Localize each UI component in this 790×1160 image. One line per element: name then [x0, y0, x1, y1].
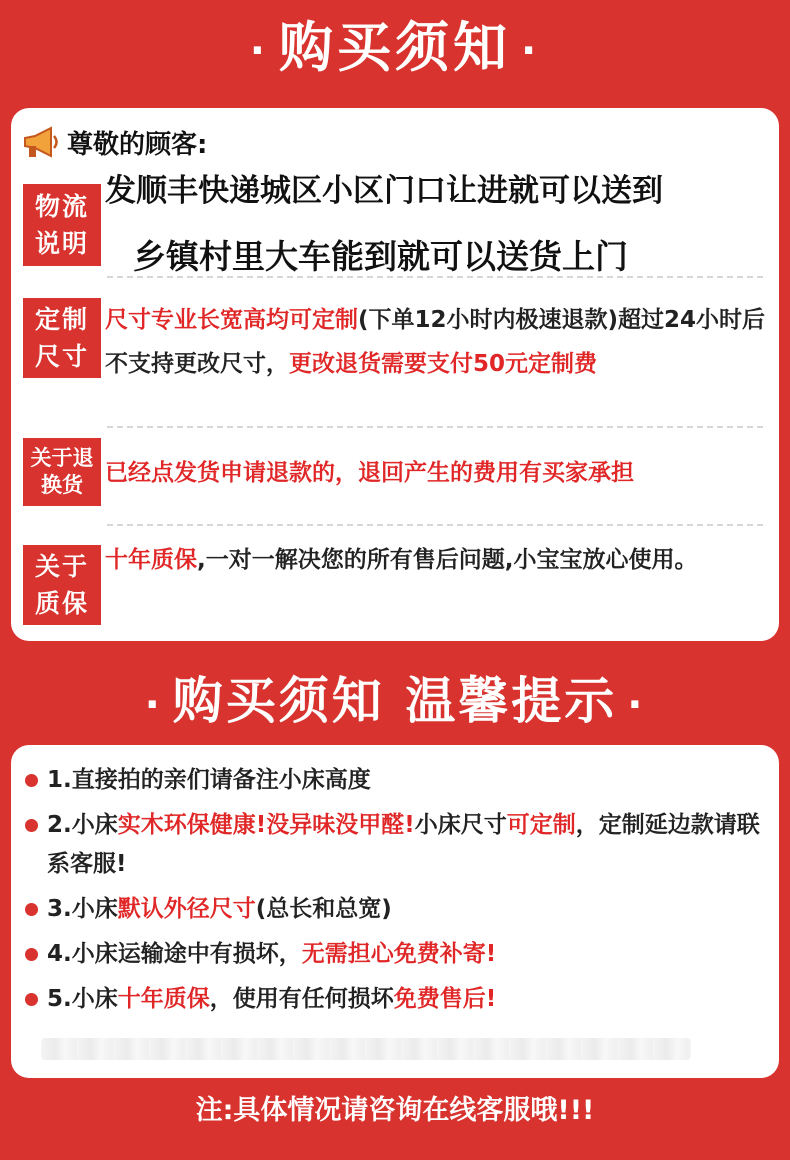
greeting-text: 尊敬的顾客: — [67, 130, 208, 160]
top-title-text: 购买须知 — [279, 16, 511, 79]
greeting — [21, 124, 207, 161]
title-dot-left: · — [249, 28, 269, 75]
tip-highlight: 十年质保 — [117, 986, 210, 1012]
bullet-dot-icon — [25, 948, 38, 961]
tip-text: ，使用有任何损坏 — [209, 986, 394, 1012]
returns-highlight: 已经点发货申请退款的，退回产生的费用有买家承担 — [105, 460, 634, 486]
custom-size-highlight: 尺寸专业长宽高均可定制 — [105, 307, 358, 333]
returns-tag: 关于退换货 — [23, 438, 101, 506]
bullet-dot-icon — [25, 819, 38, 832]
bullet-dot-icon — [25, 993, 38, 1006]
divider — [107, 426, 763, 428]
blurred-text — [41, 1038, 691, 1060]
tip-item — [23, 980, 768, 1019]
footer-note: 注:具体情况请咨询在线客服哦!!! — [195, 1095, 595, 1126]
logistics-line-2: 乡镇村里大车能到就可以送货上门 — [133, 237, 628, 276]
divider — [107, 524, 763, 526]
title-dot-left: · — [144, 681, 163, 728]
custom-size-text — [105, 298, 773, 386]
warranty-tag: 关于质保 — [23, 545, 101, 625]
custom-size-detail: (下单12小时内极速退款)超过24小时后不支持更改尺寸， — [105, 307, 766, 377]
megaphone-icon — [21, 126, 61, 160]
warranty-text — [105, 538, 773, 582]
title-dot-right: · — [627, 681, 646, 728]
tip-text: (总长和总宽) — [255, 896, 392, 922]
tip-item — [23, 806, 768, 884]
logistics-tag: 物流说明 — [23, 184, 101, 266]
tips-title — [0, 664, 790, 742]
tip-highlight: 无需担心免费补寄! — [301, 941, 497, 967]
tip-highlight: 可定制 — [506, 812, 576, 838]
purchase-notice-card — [11, 108, 779, 641]
tip-item — [23, 935, 768, 974]
tip-highlight: 默认外径尺寸 — [117, 896, 256, 922]
title-dot-right: · — [521, 28, 541, 75]
tip-text: 5.小床 — [47, 986, 118, 1012]
warranty-detail: ,一对一解决您的所有售后问题,小宝宝放心使用。 — [197, 547, 698, 573]
tips-card — [11, 745, 779, 1078]
tip-text: 3.小床 — [47, 896, 118, 922]
tips-list — [23, 761, 768, 1019]
warranty-highlight: 十年质保 — [105, 547, 197, 573]
tip-text: 2.小床 — [47, 812, 118, 838]
tip-text: ，定制延边款请联系客服! — [47, 812, 760, 877]
returns-text — [105, 451, 765, 495]
divider — [107, 276, 763, 278]
tip-text: 1.直接拍的亲们请备注小床高度 — [47, 767, 371, 793]
tip-item — [23, 761, 768, 800]
tips-title-text: 购买须知 温馨提示 — [172, 672, 618, 730]
tip-highlight: 免费售后! — [393, 986, 497, 1012]
custom-size-tag: 定制尺寸 — [23, 298, 101, 378]
tip-text: 小床尺寸 — [414, 812, 507, 838]
tip-highlight: 实木环保健康!没异味没甲醛! — [117, 812, 415, 838]
logistics-line-1: 发顺丰快递城区小区门口让进就可以送到 — [105, 173, 663, 209]
bullet-dot-icon — [25, 903, 38, 916]
custom-size-fee: 更改退货需要支付50元定制费 — [289, 351, 598, 377]
tip-item — [23, 890, 768, 929]
top-title — [0, 12, 790, 87]
tip-text: 4.小床运输途中有损坏， — [47, 941, 302, 967]
bullet-dot-icon — [25, 774, 38, 787]
